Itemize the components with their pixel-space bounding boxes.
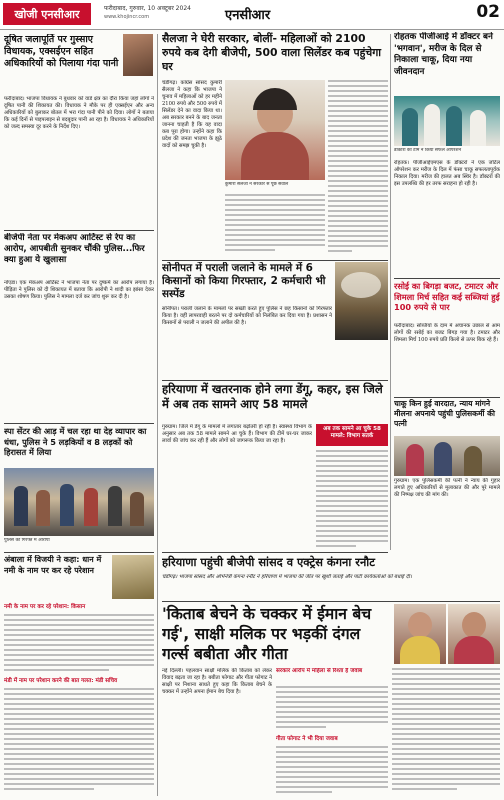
left-story3-headline: स्पा सेंटर की आड़ में चल रहा था देह व्यापार का धंधा, पुलिस ने 5 लड़कियों व 8 लड़कों को हिरासत में लिया bbox=[4, 426, 147, 457]
center-story3-headline-box bbox=[162, 382, 388, 422]
left-story3-headline-box bbox=[4, 426, 154, 466]
center-story5-body: नई दिल्ली। पहलवान साक्षी मलिक की किताब को लेकर विवाद बढ़ता जा रहा है। बबीता फोगाट और गीता फोगाट ने साक्षी पर निशाना साधते हुए कहा कि किताब बेचने के चक्कर में उन्होंने अपना ईमान बेच दिया है। bbox=[162, 668, 272, 695]
left-story4-headline-box bbox=[4, 555, 109, 599]
geeta-photo bbox=[448, 604, 500, 664]
center-story5-text2 bbox=[276, 746, 388, 796]
center-story3-body: गुरुग्राम। जिले में डेंगू के मामलों में लगातार बढ़ोतरी हो रही है। स्वास्थ्य विभाग के अनुसार अब तक 58 मामले सामने आ चुके हैं। विभाग की टीमें घर-घर जाकर लार्वा की जांच कर रही हैं और लोगों को जागरूक किया जा रहा है। bbox=[162, 424, 312, 444]
dateline bbox=[104, 4, 191, 22]
divider bbox=[4, 230, 154, 231]
right-story1-body: रोहतक। पीजीआईएमएस के डॉक्टरों ने एक जटिल ऑपरेशन कर मरीज के दिल में फंसा चाकू सफलतापूर्वक निकाल दिया। मरीज की हालत अब स्थिर है। डॉक्टरों की इस उपलब्धि की हर तरफ सराहना हो रही है। bbox=[394, 160, 500, 187]
center-story4-body: चंडीगढ़। भाजपा सांसद और अभिनेत्री कंगना रनौट ने हरियाणा में भाजपा की जीत पर खुशी जताई और पार्टी कार्यकर्ताओं को बधाई दी। bbox=[162, 574, 412, 580]
legislator-photo bbox=[123, 34, 153, 76]
babita-photo bbox=[394, 604, 446, 664]
lead-body-right bbox=[328, 80, 388, 258]
right-story2-headline: रसोई का बिगड़ा बजट, टमाटर और शिमला मिर्च सहित कई सब्जियां हुई 100 रुपये से पार bbox=[394, 281, 500, 312]
policewife-photo bbox=[394, 436, 500, 476]
masthead bbox=[0, 0, 504, 30]
date-text: फरीदाबाद, गुरुवार, 10 अक्टूबर 2024 bbox=[104, 5, 191, 12]
divider bbox=[4, 423, 154, 424]
center-story5-sub1: सरकार आरोप में महिला से रिश्ता है जवाब bbox=[276, 668, 363, 674]
right-story3-body: गुरुग्राम। एक पुलिसकर्मी की पत्नी ने न्याय की गुहार लगाते हुए अधिकारियों से मुलाकात की और पूरे मामले की निष्पक्ष जांच की मांग की। bbox=[394, 478, 500, 498]
center-story3-text bbox=[316, 450, 388, 550]
left-story4-headline: अंबाला में विजयी ने कहा: धान में नमी के नाम पर कर रहे परेशान bbox=[4, 555, 102, 575]
column-rule bbox=[390, 34, 391, 550]
right-story1-headline: रोहतक पीजीआई में डॉक्टर बने 'भगवान', मरीज के दिल से निकाला चाकू, दिया नया जीवनदान bbox=[394, 32, 493, 77]
center-story5-text1 bbox=[276, 686, 388, 732]
divider bbox=[394, 278, 500, 279]
lead-body-left: चंडीगढ़। कांग्रेस सांसद कुमारी सैलजा ने कहा कि भाजपा ने चुनाव में महिलाओं को हर महीने 2100 रुपये और 500 रुपये में सिलेंडर देने का वादा किया था। अब सरकार बनने के बाद जनता जानना चाहती है कि यह वादा कब पूरा होगा। उन्होंने कहा कि प्रदेश की जनता भाजपा के झूठे वादों को समझ चुकी है। bbox=[162, 80, 222, 149]
right-story2-headline-box bbox=[394, 281, 500, 321]
paddy-photo bbox=[112, 555, 154, 599]
divider bbox=[162, 260, 388, 261]
divider bbox=[4, 552, 154, 553]
left-story4-sub: नमी के नाम पर कर रहे परेशान: किसान bbox=[4, 604, 86, 610]
center-story3-headline: हरियाणा में खतरनाक होने लगा डेंगू, कहर, इस जिले में अब तक सामने आए 58 मामले bbox=[162, 382, 383, 411]
lead-body-mid bbox=[225, 194, 325, 258]
divider bbox=[394, 397, 500, 398]
center-story5-headline: 'किताब बेचने के चक्कर में ईमान बेच गई', साक्षी मलिक पर भड़कीं दंगल गर्ल्स बबीता और गीता bbox=[162, 605, 372, 663]
spa-raid-caption: पुलिस की गिरफ्त में आरोपी bbox=[4, 538, 50, 543]
lead-headline: सैलजा ने घेरी सरकार, बोलीं- महिलाओं को 2100 रुपये कब देगी बीजेपी, 500 वाला सिलेंडर कब पहुंचेगा घर bbox=[162, 32, 382, 73]
left-story5-text bbox=[4, 688, 154, 796]
column-rule bbox=[157, 34, 158, 796]
page-number: 02 bbox=[476, 2, 500, 22]
section-title: एनसीआर bbox=[225, 8, 271, 23]
center-story5-text3 bbox=[392, 668, 500, 796]
right-story2-body: फरीदाबाद। सब्जियों के दाम में अचानक उछाल से आम लोगों की रसोई का बजट बिगड़ गया है। टमाटर और शिमला मिर्च 100 रुपये प्रति किलो से ऊपर बिक रहे हैं। bbox=[394, 323, 500, 343]
selja-caption: कुमारी सैलजा ने सरकार से पूछे सवाल bbox=[225, 182, 289, 187]
spa-raid-photo bbox=[4, 468, 154, 536]
center-story2-body: सोनीपत। पराली जलाने के मामलों पर सख्ती करते हुए पुलिस ने छह किसानों को गिरफ्तार किया है। वहीं लापरवाही बरतने पर दो कर्मचारियों को निलंबित कर दिया गया है। प्रशासन ने किसानों से पराली न जलाने की अपील की है। bbox=[162, 306, 332, 326]
left-story5-sub: मंडी में नाम पर परेशान करने की बात गलत: मंडी सचिव bbox=[4, 678, 118, 684]
brand-logo: खोजी एनसीआर bbox=[3, 3, 91, 25]
left-story4-text bbox=[4, 614, 154, 674]
center-story5-headline-box bbox=[162, 604, 392, 664]
divider bbox=[162, 380, 388, 381]
center-story5-sub2: गीता फोगाट ने भी दिया जवाब bbox=[276, 736, 338, 742]
doctors-caption: डॉक्टरों की टीम ने किया सफल ऑपरेशन bbox=[394, 148, 462, 153]
doctors-photo bbox=[394, 96, 500, 146]
right-story3-headline-box bbox=[394, 399, 500, 433]
left-story2-body: नोएडा। एक मेकअप आर्टिस्ट ने भाजपा नेता पर दुष्कर्म का आरोप लगाया है। पीड़िता ने पुलिस को दी शिकायत में बताया कि आरोपी ने शादी का झांसा देकर उसका शोषण किया। पुलिस ने मामला दर्ज कर जांच शुरू कर दी है। bbox=[4, 280, 154, 300]
lead-headline-box bbox=[162, 32, 388, 78]
center-story2-headline: सोनीपत में पराली जलाने के मामले में 6 किसानों को किया गिरफ्तार, 2 कर्मचारी भी सस्पेंड bbox=[162, 262, 326, 300]
dengue-highlight-box: अब तक सामने आ चुके 58 मामले: विभाग सतर्क bbox=[316, 424, 388, 446]
right-story3-headline: चाकू किन हुई वारदात, न्याय मांगने मीलना अपनाये पहुंची पुलिसकर्मी की पत्नी bbox=[394, 399, 495, 428]
left-story1-headline-box bbox=[4, 34, 122, 94]
website-text: www.khojincr.com bbox=[104, 14, 150, 20]
selja-photo bbox=[225, 80, 325, 180]
left-story2-headline-box bbox=[4, 233, 154, 277]
left-story2-headline: बीजेपी नेता पर मेकअप आर्टिस्ट से रेप का आरोप, आपबीती सुनकर चौंकी पुलिस...फिर क्या हुआ ये खुलासा bbox=[4, 233, 145, 265]
divider bbox=[162, 601, 500, 602]
center-story4-headline: हरियाणा पहुंची बीजेपी सांसद व एक्ट्रेस कंगना रनौट bbox=[162, 555, 375, 569]
stubble-burning-photo bbox=[335, 262, 388, 340]
center-story2-headline-box bbox=[162, 262, 332, 304]
center-story4-headline-box bbox=[162, 554, 500, 572]
left-story1-headline: दूषित जलापूर्ति पर गुस्साए विधायक, एक्सईएन सहित अधिकारियों को पिलाया गंदा पानी bbox=[4, 34, 119, 69]
divider bbox=[162, 552, 388, 553]
left-story1-body: फरीदाबाद। भाजपा विधायक ने बुधवार को वार्ड क्षेत्र का दौरा किया जहां लोगों ने दूषित पानी की शिकायत की। विधायक ने मौके पर ही एक्सईएन और अन्य अधिकारियों को बुलाकर बोतल में भरा गंदा पानी पीने को दिया। लोगों ने बताया कि कई दिनों से पाइपलाइन से बदबूदार पानी आ रहा है। विधायक ने अधिकारियों को जल्द समस्या दूर करने के निर्देश दिए। bbox=[4, 96, 154, 130]
right-story1-headline-box bbox=[394, 32, 500, 94]
